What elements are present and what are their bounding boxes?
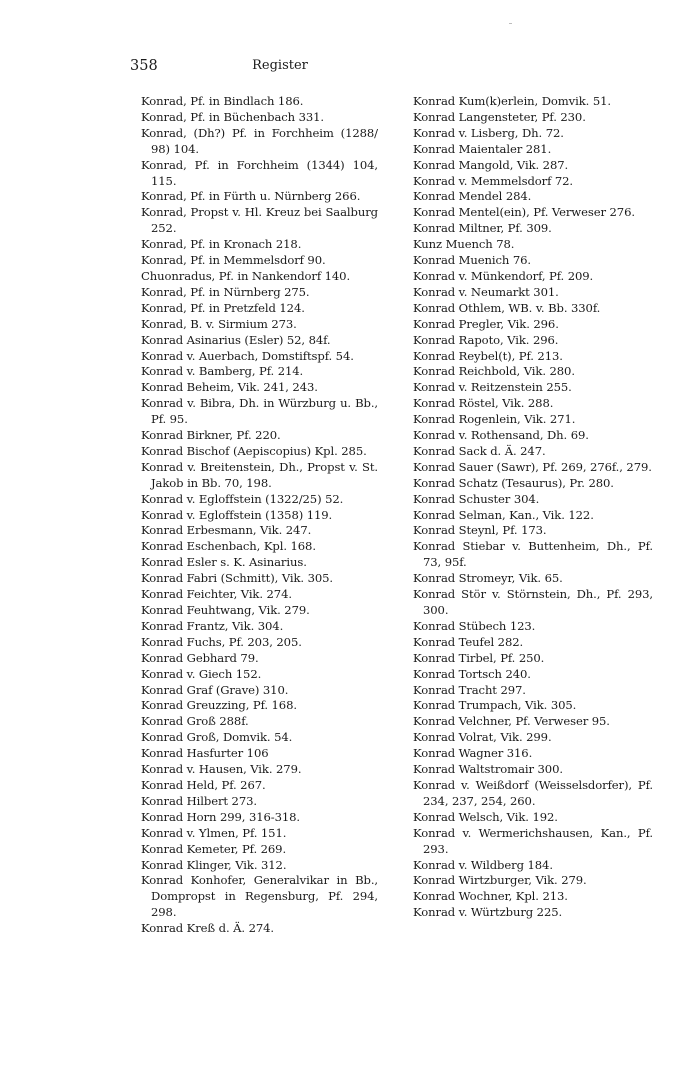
page-header xyxy=(130,58,430,78)
index-entry: Konrad Frantz, Vik. 304. xyxy=(141,618,284,633)
index-entry: Konrad v. Neumarkt 301. xyxy=(413,284,559,299)
index-entry: Konrad, Pf. in Büchenbach 331. xyxy=(141,109,325,124)
page-number: 358 xyxy=(130,58,158,74)
index-entry: Konrad Tracht 297. xyxy=(413,682,526,697)
index-entry: Konrad Greuzzing, Pf. 168. xyxy=(141,698,297,713)
index-entry: Konrad Klinger, Vik. 312. xyxy=(141,857,287,872)
index-entry: Konrad v. Giech 152. xyxy=(141,666,262,681)
index-entry: Konrad v. Egloffstein (1322/25) 52. xyxy=(141,491,344,506)
index-entry: Konrad Langensteter, Pf. 230. xyxy=(413,109,586,124)
index-entry: Konrad Miltner, Pf. 309. xyxy=(413,221,552,236)
index-entry: Konrad, Pf. in Kronach 218. xyxy=(141,237,302,252)
index-entry: Konrad Hilbert 273. xyxy=(141,793,257,808)
index-column-right xyxy=(413,94,653,921)
index-entry: Konrad Sack d. Ä. 247. xyxy=(413,443,546,458)
index-entry: Konrad v. Reitzenstein 255. xyxy=(413,380,572,395)
index-entry: Konrad Esler s. K. Asinarius. xyxy=(141,555,307,570)
index-entry: Konrad Schatz (Tesaurus), Pr. 280. xyxy=(413,475,614,490)
index-entry: Konrad Röstel, Vik. 288. xyxy=(413,396,554,411)
index-entry: Konrad, Pf. in Bindlach 186. xyxy=(141,94,304,108)
index-entry: Konrad Asinarius (Esler) 52, 84f. xyxy=(141,332,331,347)
running-head: Register xyxy=(252,58,308,73)
index-entry: Konrad Rogenlein, Vik. 271. xyxy=(413,412,576,427)
index-entry: Konrad v. Bamberg, Pf. 214. xyxy=(141,364,304,379)
index-entry: Konrad v. Weißdorf (Weisselsdorfer), Pf. 234, 237, 254, 260. xyxy=(413,777,653,808)
index-entry: Kunz Muench 78. xyxy=(413,237,515,252)
index-entry: Konrad Tortsch 240. xyxy=(413,666,531,681)
index-entry: Konrad Rapoto, Vik. 296. xyxy=(413,332,559,347)
index-entry: Konrad v. Würtzburg 225. xyxy=(413,905,563,920)
index-entry: Konrad Steynl, Pf. 173. xyxy=(413,523,547,538)
index-entry: Konrad Wirtzburger, Vik. 279. xyxy=(413,873,587,888)
index-entry: Konrad Kemeter, Pf. 269. xyxy=(141,841,287,856)
index-entry: Konrad Feuhtwang, Vik. 279. xyxy=(141,603,310,617)
index-entry: Konrad Birkner, Pf. 220. xyxy=(141,428,281,443)
index-entry: Konrad Teufel 282. xyxy=(413,634,524,649)
index-entry: Konrad v. Wermerichshausen, Kan., Pf. 293. xyxy=(413,825,653,856)
index-entry: Konrad Kreß d. Ä. 274. xyxy=(141,921,275,936)
index-entry: Konrad v. Lisberg, Dh. 72. xyxy=(413,125,564,140)
index-entry: Konrad Mangold, Vik. 287. xyxy=(413,157,569,172)
index-entry: Konrad Stiebar v. Buttenheim, Dh., Pf. 73, 95f. xyxy=(413,539,653,570)
index-entry: Konrad Waltstromair 300. xyxy=(413,762,563,777)
index-entry: Konrad Volrat, Vik. 299. xyxy=(413,730,552,745)
index-entry: Konrad Stör v. Störnstein, Dh., Pf. 293, 300. xyxy=(413,587,653,617)
index-entry: Konrad Selman, Kan., Vik. 122. xyxy=(413,507,594,522)
index-entry: Konrad v. Auerbach, Domstiftspf. 54. xyxy=(141,348,354,363)
index-entry: Konrad Pregler, Vik. 296. xyxy=(413,316,559,331)
index-entry: Konrad v. Ylmen, Pf. 151. xyxy=(141,825,287,840)
index-entry: Konrad Groß 288f. xyxy=(141,714,249,729)
index-entry: Konrad Sauer (Sawr), Pf. 269, 276f., 279. xyxy=(413,459,652,474)
index-entry: Konrad Muenich 76. xyxy=(413,253,532,268)
index-entry: Konrad, Pf. in Fürth u. Nürnberg 266. xyxy=(141,189,361,204)
index-entry: Konrad v. Egloffstein (1358) 119. xyxy=(141,507,333,522)
index-column-left xyxy=(141,94,378,937)
index-entry: Konrad Mendel 284. xyxy=(413,189,532,204)
index-entry: Konrad Kum(k)erlein, Domvik. 51. xyxy=(413,94,611,108)
index-entry: Konrad Konhofer, Generalvikar in Bb., Dompropst in Regensburg, Pf. 294, 298. xyxy=(141,873,378,920)
index-entry: Konrad Trumpach, Vik. 305. xyxy=(413,698,577,713)
index-entry: Konrad Horn 299, 316-318. xyxy=(141,809,301,824)
index-entry: Konrad v. Rothensand, Dh. 69. xyxy=(413,428,589,443)
index-entry: Konrad Velchner, Pf. Verweser 95. xyxy=(413,714,610,729)
index-entry: Konrad Wagner 316. xyxy=(413,746,533,761)
index-entry: Konrad Hasfurter 106 xyxy=(141,746,269,761)
index-entry: Konrad, (Dh?) Pf. in Forchheim (1288/ 98) 104. xyxy=(141,125,378,156)
index-entry: Konrad Maientaler 281. xyxy=(413,141,552,156)
index-entry: Konrad Graf (Grave) 310. xyxy=(141,682,289,697)
index-entry: Konrad, B. v. Sirmium 273. xyxy=(141,316,297,331)
index-entry: Konrad Stübech 123. xyxy=(413,618,536,633)
index-entry: Konrad Welsch, Vik. 192. xyxy=(413,809,558,824)
index-entry: Konrad Reichbold, Vik. 280. xyxy=(413,364,575,379)
index-entry: Konrad Fuchs, Pf. 203, 205. xyxy=(141,634,302,649)
index-entry: Konrad, Pf. in Nürnberg 275. xyxy=(141,284,310,299)
index-entry: Konrad Groß, Domvik. 54. xyxy=(141,730,293,745)
index-entry: Konrad v. Münkendorf, Pf. 209. xyxy=(413,268,594,283)
index-entry: Konrad v. Memmelsdorf 72. xyxy=(413,173,573,188)
index-entry: Konrad Beheim, Vik. 241, 243. xyxy=(141,380,318,395)
index-entry: Konrad v. Hausen, Vik. 279. xyxy=(141,762,302,777)
index-entry: Konrad Gebhard 79. xyxy=(141,650,259,665)
index-entry: Konrad Held, Pf. 267. xyxy=(141,777,266,792)
index-entry: Konrad Reybel(t), Pf. 213. xyxy=(413,348,563,363)
index-entry: Konrad Othlem, WB. v. Bb. 330f. xyxy=(413,300,601,315)
index-entry: Konrad Mentel(ein), Pf. Verweser 276. xyxy=(413,205,635,220)
index-entry: Konrad Feichter, Vik. 274. xyxy=(141,587,292,602)
index-entry: Konrad, Pf. in Memmelsdorf 90. xyxy=(141,253,326,268)
index-entry: Konrad, Pf. in Forchheim (1344) 104, 115. xyxy=(141,157,378,188)
index-entry: Konrad Erbesmann, Vik. 247. xyxy=(141,523,312,538)
index-entry: Konrad Tirbel, Pf. 250. xyxy=(413,650,545,665)
scan-mark xyxy=(509,23,512,24)
index-entry: Konrad, Propst v. Hl. Kreuz bei Saalburg 252. xyxy=(141,205,378,236)
index-entry: Konrad Schuster 304. xyxy=(413,491,540,506)
index-entry: Konrad Stromeyr, Vik. 65. xyxy=(413,571,563,586)
index-entry: Chuonradus, Pf. in Nankendorf 140. xyxy=(141,268,351,283)
index-entry: Konrad Fabri (Schmitt), Vik. 305. xyxy=(141,571,334,586)
index-entry: Konrad Wochner, Kpl. 213. xyxy=(413,889,568,904)
index-entry: Konrad Eschenbach, Kpl. 168. xyxy=(141,539,316,554)
index-entry: Konrad v. Breitenstein, Dh., Propst v. St. Jakob in Bb. 70, 198. xyxy=(141,459,378,490)
index-entry: Konrad Bischof (Aepiscopius) Kpl. 285. xyxy=(141,443,367,458)
index-entry: Konrad v. Wildberg 184. xyxy=(413,857,553,872)
index-entry: Konrad v. Bibra, Dh. in Würzburg u. Bb., Pf. 95. xyxy=(141,396,378,427)
index-entry: Konrad, Pf. in Pretzfeld 124. xyxy=(141,300,305,315)
